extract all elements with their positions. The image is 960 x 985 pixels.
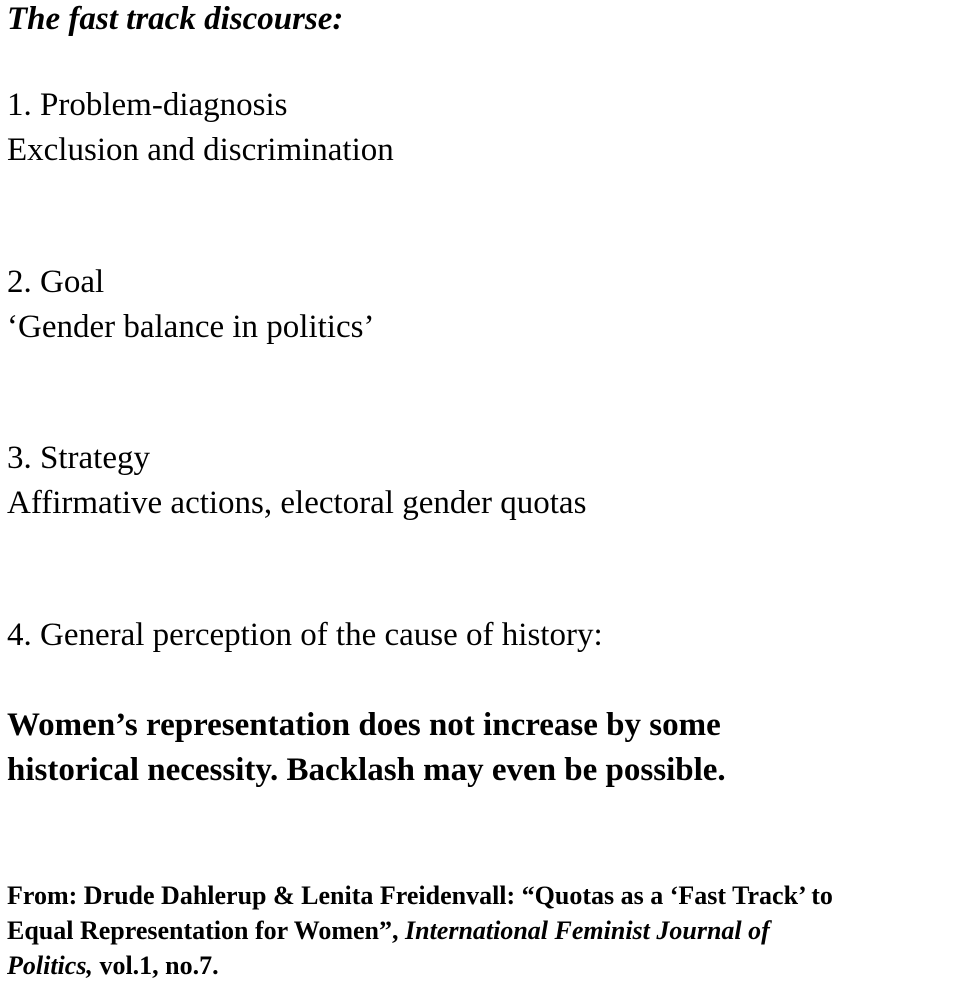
section-3-text: Affirmative actions, electoral gender quotas bbox=[7, 485, 587, 521]
conclusion-line-1: Women’s representation does not increase by some bbox=[7, 707, 721, 743]
section-1-title: 1. Problem-diagnosis bbox=[7, 87, 288, 123]
source-citation-line-1: From: Drude Dahlerup & Lenita Freidenvall: “Quotas as a ‘Fast Track’ to bbox=[7, 881, 833, 910]
page-heading: The fast track discourse: bbox=[7, 1, 344, 37]
citation-journal-name: International Feminist Journal of bbox=[404, 916, 770, 945]
source-citation-line-3 bbox=[7, 953, 219, 979]
conclusion-line-2: historical necessity. Backlash may even be possible. bbox=[7, 752, 726, 788]
citation-article-title-end: Equal Representation for Women”, bbox=[7, 916, 405, 945]
citation-journal-name-end: Politics, bbox=[7, 951, 93, 980]
section-3-title: 3. Strategy bbox=[7, 440, 150, 476]
source-citation-line-2 bbox=[7, 918, 770, 944]
section-2-text: ‘Gender balance in politics’ bbox=[7, 309, 375, 345]
citation-volume: vol.1, no.7. bbox=[92, 951, 219, 980]
section-4-title: 4. General perception of the cause of history: bbox=[7, 617, 603, 653]
section-1-text: Exclusion and discrimination bbox=[7, 132, 394, 168]
section-2-title: 2. Goal bbox=[7, 264, 105, 300]
